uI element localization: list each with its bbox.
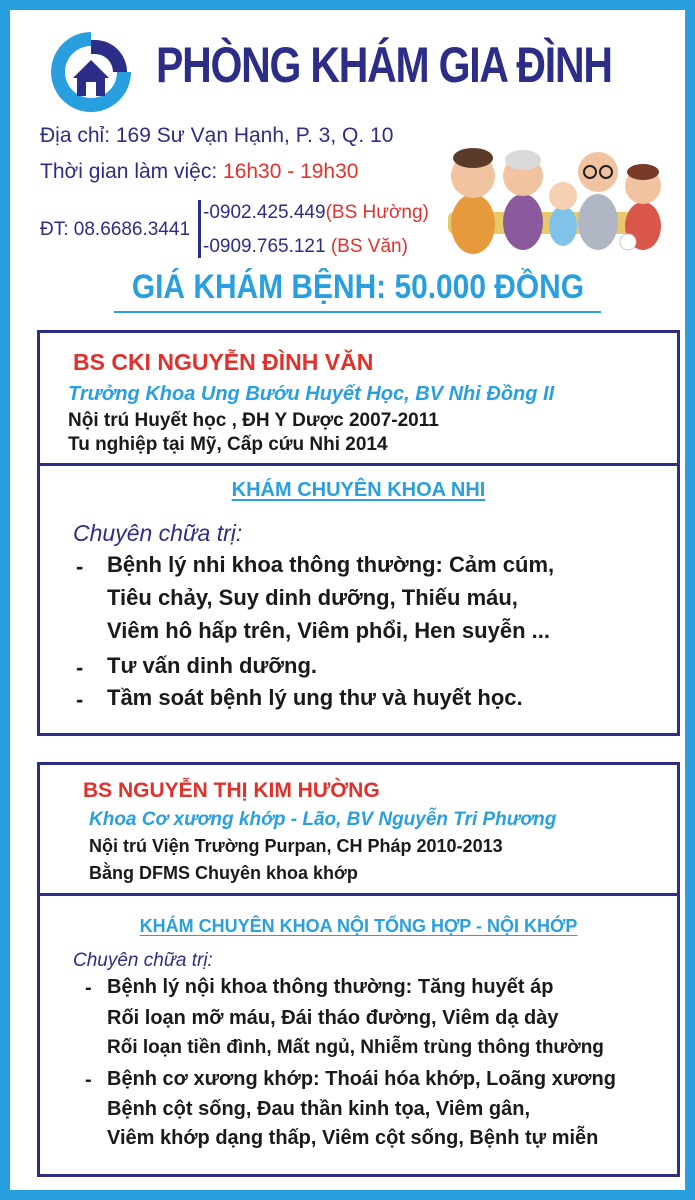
bullet-dash: - (76, 554, 84, 579)
doctor-huong-credential-2: Bằng DFMS Chuyên khoa khớp (89, 863, 358, 883)
price-underline (114, 311, 601, 313)
doctor-van-name: BS CKI NGUYỄN ĐÌNH VĂN (73, 349, 374, 375)
phone-1-number: -0902.425.449 (203, 202, 326, 223)
doctor-van-card (37, 330, 680, 736)
working-hours-value: 16h30 - 19h30 (223, 160, 359, 183)
doctor-huong-credential-1: Nội trú Viện Trường Purpan, CH Pháp 2010-2013 (89, 836, 503, 856)
price-banner (10, 268, 695, 307)
bullet-dash: - (76, 687, 84, 712)
treatment-item: Tiêu chảy, Suy dinh dưỡng, Thiếu máu, (107, 585, 518, 610)
treatment-item: Viêm khớp dạng thấp, Viêm cột sống, Bệnh tự miễn (107, 1127, 599, 1149)
pediatrics-specialty-title: KHÁM CHUYÊN KHOA NHI (231, 479, 486, 501)
divider (40, 463, 677, 466)
doctor-huong-name: BS NGUYỄN THỊ KIM HƯỜNG (83, 779, 380, 802)
treatment-item: Bệnh cơ xương khớp: Thoái hóa khớp, Loãng xương (107, 1068, 616, 1090)
phone-doctor-huong (203, 202, 429, 224)
clinic-logo-icon (43, 26, 139, 116)
treatment-item: Tầm soát bệnh lý ung thư và huyết học. (107, 685, 523, 710)
working-hours (40, 160, 358, 184)
divider (40, 893, 677, 896)
treatment-item: Rối loạn tiền đình, Mất ngủ, Nhiễm trùng thông thường (107, 1037, 604, 1058)
phone-2-number: -0909.765.121 (203, 236, 331, 257)
clinic-title: PHÒNG KHÁM GIA ĐÌNH (156, 37, 612, 93)
price-text: GIÁ KHÁM BỆNH: 50.000 ĐỒNG (131, 268, 584, 306)
doctor-van-role: Trưởng Khoa Ung Bướu Huyết Học, BV Nhi Đồng II (68, 383, 555, 405)
clinic-address: Địa chỉ: 169 Sư Vạn Hạnh, P. 3, Q. 10 (40, 124, 394, 147)
treats-heading: Chuyên chữa trị: (73, 520, 243, 546)
phone-doctor-van (203, 236, 408, 258)
treatment-item: Tư vấn dinh dưỡng. (107, 653, 318, 678)
bullet-dash: - (85, 977, 92, 999)
treatment-item: Bệnh cột sống, Đau thần kinh tọa, Viêm gân, (107, 1098, 531, 1120)
working-hours-label: Thời gian làm việc: (40, 160, 224, 183)
treatment-item: Bệnh lý nội khoa thông thường: Tăng huyết áp (107, 976, 554, 998)
doctor-huong-card (37, 762, 680, 1177)
phone-2-name: (BS Văn) (330, 236, 408, 257)
treatment-item: Bệnh lý nhi khoa thông thường: Cảm cúm, (107, 552, 555, 577)
treatment-item: Viêm hô hấp trên, Viêm phổi, Hen suyễn ... (107, 618, 550, 643)
doctor-van-credential-2: Tu nghiệp tại Mỹ, Cấp cứu Nhi 2014 (68, 434, 388, 455)
phone-main: ĐT: 08.6686.3441 (40, 219, 191, 240)
treatment-item: Rối loạn mỡ máu, Đái tháo đường, Viêm dạ dày (107, 1007, 559, 1029)
phone-divider (198, 200, 201, 258)
doctor-huong-role: Khoa Cơ xương khớp - Lão, BV Nguyễn Tri Phương (89, 809, 557, 830)
doctor-van-credential-1: Nội trú Huyết học , ĐH Y Dược 2007-2011 (68, 410, 439, 431)
family-figurines-image (428, 114, 678, 264)
phone-1-name: (BS Hường) (325, 202, 429, 223)
bullet-dash: - (85, 1069, 92, 1091)
internal-medicine-specialty-title: KHÁM CHUYÊN KHOA NỘI TỔNG HỢP - NỘI KHỚP (139, 916, 578, 936)
bullet-dash: - (76, 655, 84, 680)
treats-heading: Chuyên chữa trị: (73, 950, 213, 971)
